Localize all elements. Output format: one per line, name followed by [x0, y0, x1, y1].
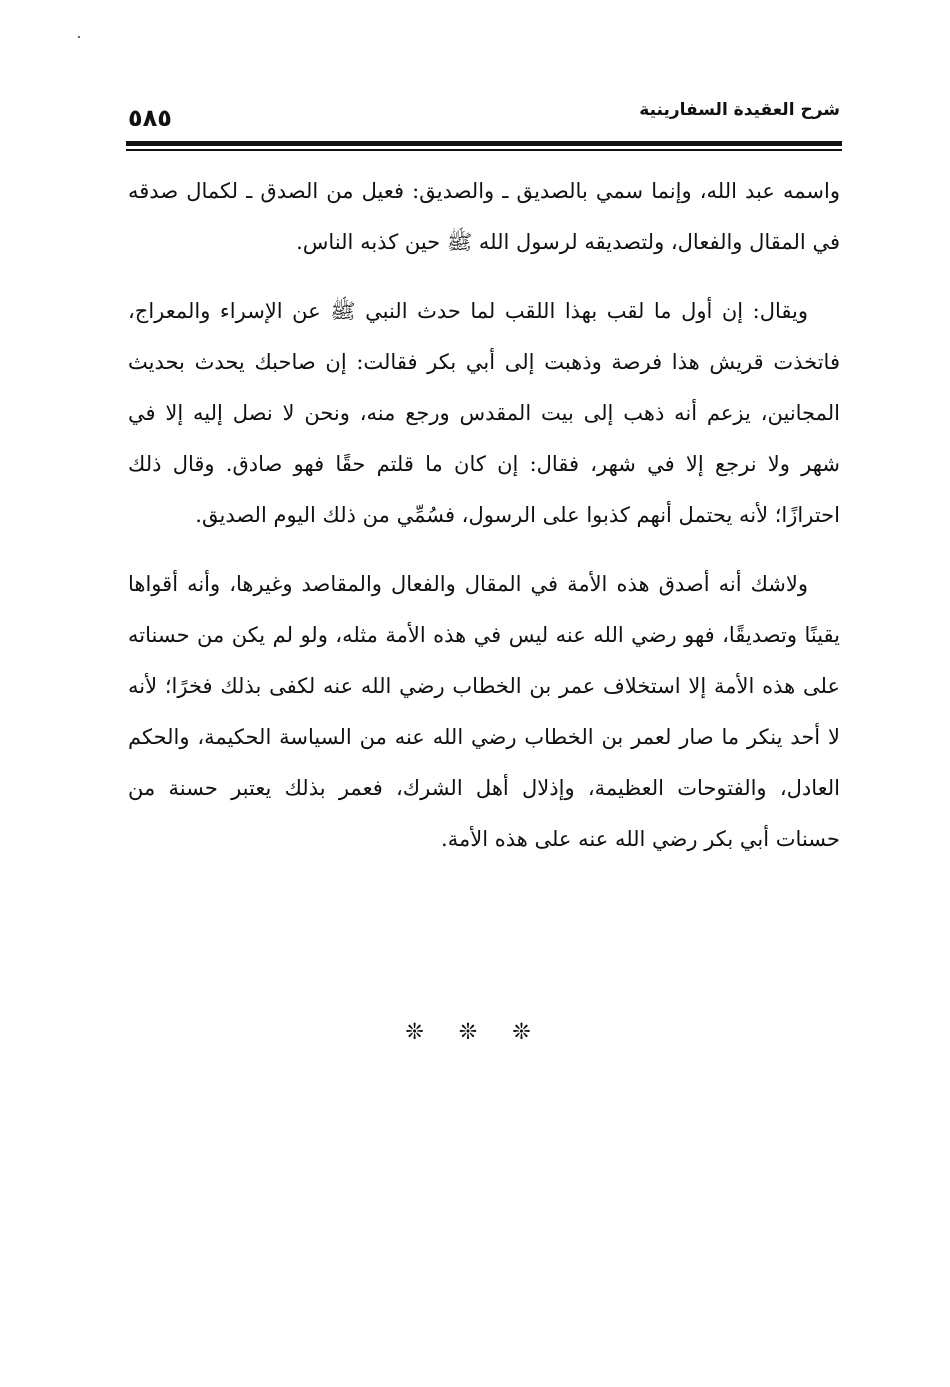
header-rule-thin [126, 149, 842, 151]
page-header [128, 98, 840, 138]
running-title: شرح العقيدة السفارينية [639, 100, 840, 120]
paragraph-1: واسمه عبد الله، وإنما سمي بالصديق ـ والصديق: فعيل من الصدق ـ لكمال صدقه في المقال والفعال، ولتصديقه لرسول الله ﷺ حين كذبه الناس. [128, 179, 840, 254]
paragraph-3: ولاشك أنه أصدق هذه الأمة في المقال والفعال والمقاصد وغيرها، وأنه أقواها يقينًا وتصديقًا، فهو رضي الله عنه ليس في هذه الأمة مثله، ولو لم يكن من حسناته على هذه الأمة إلا استخلاف عمر بن الخطاب رضي الله عنه لكفى بذلك فخرًا؛ لأنه لا أحد ينكر ما صار لعمر بن الخطاب رضي الله عنه من السياسة الحكيمة، والحكم العادل، والفتوحات العظيمة، وإذلال أهل الشرك، فعمر بذلك يعتبر حسنة من حسنات أبي بكر رضي الله عنه على هذه الأمة. [128, 572, 840, 851]
paragraph-2: ويقال: إن أول ما لقب بهذا اللقب لما حدث النبي ﷺ عن الإسراء والمعراج، فاتخذت قريش هذا فرصة وذهبت إلى أبي بكر فقالت: إن صاحبك يحدث بحديث المجانين، يزعم أنه ذهب إلى بيت المقدس ورجع منه، ونحن لا نصل إليه إلا في شهر ولا نرجع إلا في شهر، فقال: إن كان ما قلتم حقًا فهو صادق. وقال ذلك احترازًا؛ لأنه يحتمل أنهم كذبوا على الرسول، فسُمِّي من ذلك اليوم الصديق. [128, 299, 840, 527]
page-number: ٥٨٥ [128, 104, 172, 132]
header-rule-thick [126, 141, 842, 146]
scan-speck [78, 36, 80, 38]
body-text [128, 166, 840, 883]
section-divider-stars: ❊ ❊ ❊ [405, 1020, 545, 1045]
